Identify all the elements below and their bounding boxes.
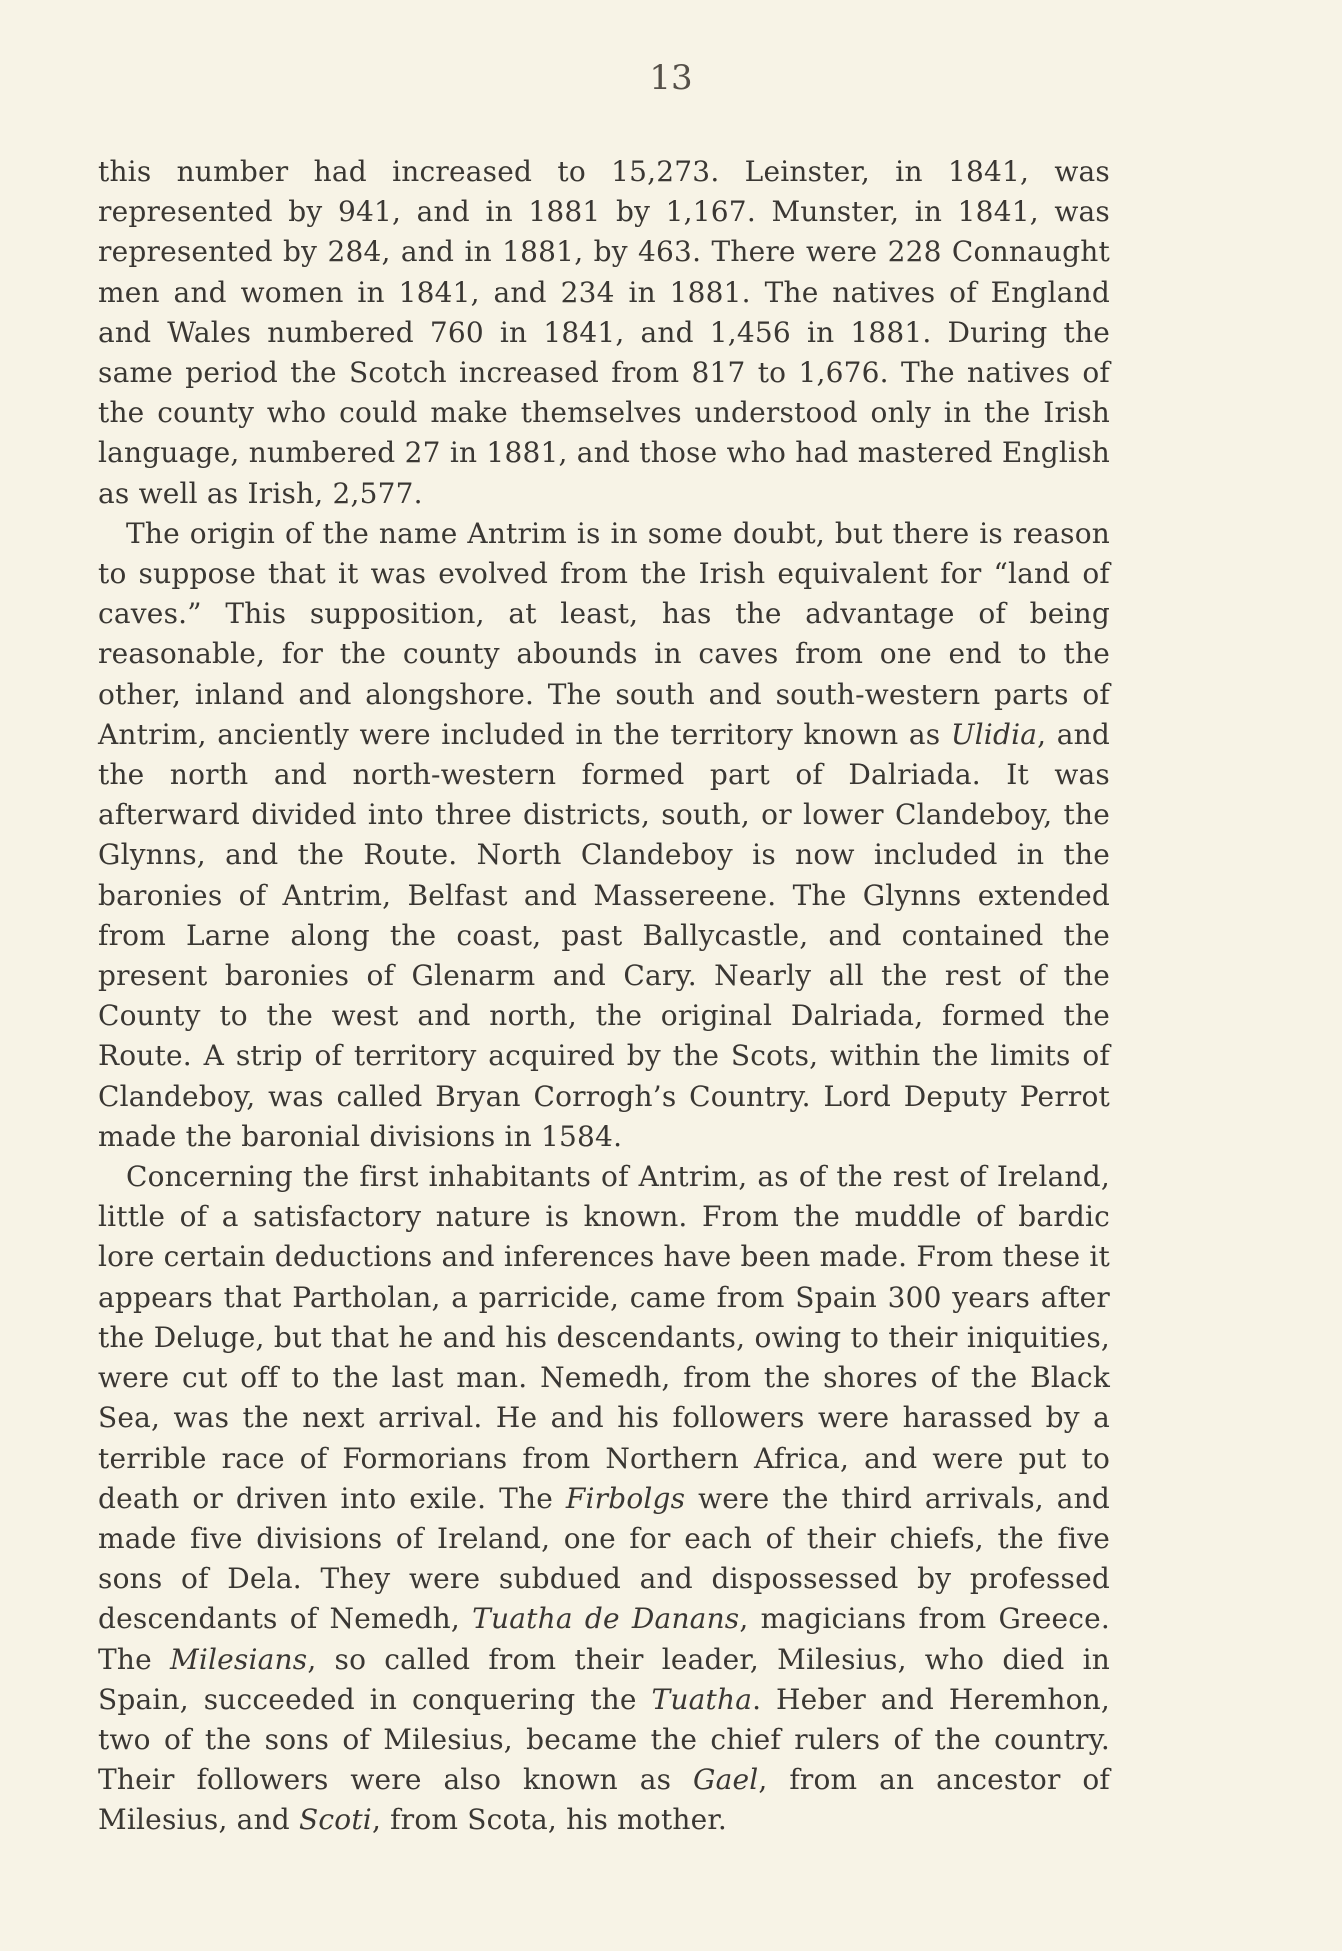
text-run: , from an ancestor of Milesius, and	[98, 1763, 1110, 1837]
page-number: 13	[649, 58, 693, 98]
italic-term: Tuatha	[651, 1682, 753, 1716]
text-run: Concerning the first inhabitants of Antrim, as of the rest of Ireland, little of a satisfactory nature is known. From the muddle of bardic lore certain deductions and inferences have been made. From these it appears that Partholan, a parricide, came from Spain 300 years after the Deluge, but that he and his descendants, owing to their iniquities, were cut off to the last man. Nemedh, from the shores of the Black Sea, was the next arrival. He and his followers were harassed by a terrible race of Formorians from Northern Africa, and were put to death or driven into exile. The	[98, 1160, 1110, 1515]
text-run: , from Scota, his mother.	[371, 1803, 728, 1837]
text-run: were the third arrivals, and made five divisions of Ireland, one for each of their chiefs, the five sons of Dela. They were subdued and dispossessed by professed descendants of Nemedh,	[98, 1481, 1110, 1636]
text-run: , so called from their leader, Milesius, who died in Spain, succeeded in conquering the	[98, 1642, 1110, 1716]
text-run: , and the north and north-western formed part of Dalriada. It was afterward divided into three districts, south, or lower Clandeboy, the Glynns, and the Route. North Clandeboy is now included in the baronies of Antrim, Belfast and Massereene. The Glynns extended from Larne along the coast, past Ballycastle, and contained the present baronies of Glenarm and Cary. Nearly all the rest of the County to the west and north, the original Dalriada, formed the Route. A strip of territory acquired by the Scots, within the limits of Clandeboy, was called Bryan Corrogh’s Country. Lord Deputy Perrot made the baronial divisions in 1584.	[98, 717, 1110, 1153]
paragraph-2	[98, 514, 1110, 1157]
paragraph-3	[98, 1157, 1110, 1840]
text-run: , magicians from Greece. The	[98, 1602, 1110, 1676]
italic-term: Tuatha de Danans	[472, 1602, 740, 1636]
text-run: . Heber and Heremhon, two of the sons of Milesius, became the chief rulers of the country. Their followers were also known as	[98, 1682, 1110, 1797]
text-run: The origin of the name Antrim is in some doubt, but there is reason to suppose that it was evolved from the Irish equivalent for “land of caves.” This supposition, at least, has the advantage of being reasonable, for the county abounds in caves from one end to the other, inland and alongshore. The south and south-western parts of Antrim, anciently were included in the territory known as	[98, 516, 1110, 751]
italic-term: Ulidia	[950, 717, 1038, 751]
italic-term: Firbolgs	[565, 1481, 686, 1515]
italic-term: Gael	[693, 1763, 759, 1797]
body-text	[98, 152, 1110, 1841]
text-run: this number had increased to 15,273. Leinster, in 1841, was represented by 941, and in 1881 by 1,167. Munster, in 1841, was represented by 284, and in 1881, by 463. There were 228 Connaught men and women in 1841, and 234 in 1881. The natives of England and Wales numbered 760 in 1841, and 1,456 in 1881. During the same period the Scotch increased from 817 to 1,676. The natives of the county who could make themselves understood only in the Irish language, numbered 27 in 1881, and those who had mastered English as well as Irish, 2,577.	[98, 155, 1110, 510]
italic-term: Milesians	[169, 1642, 308, 1676]
paragraph-1	[98, 152, 1110, 514]
italic-term: Scoti	[299, 1803, 372, 1837]
